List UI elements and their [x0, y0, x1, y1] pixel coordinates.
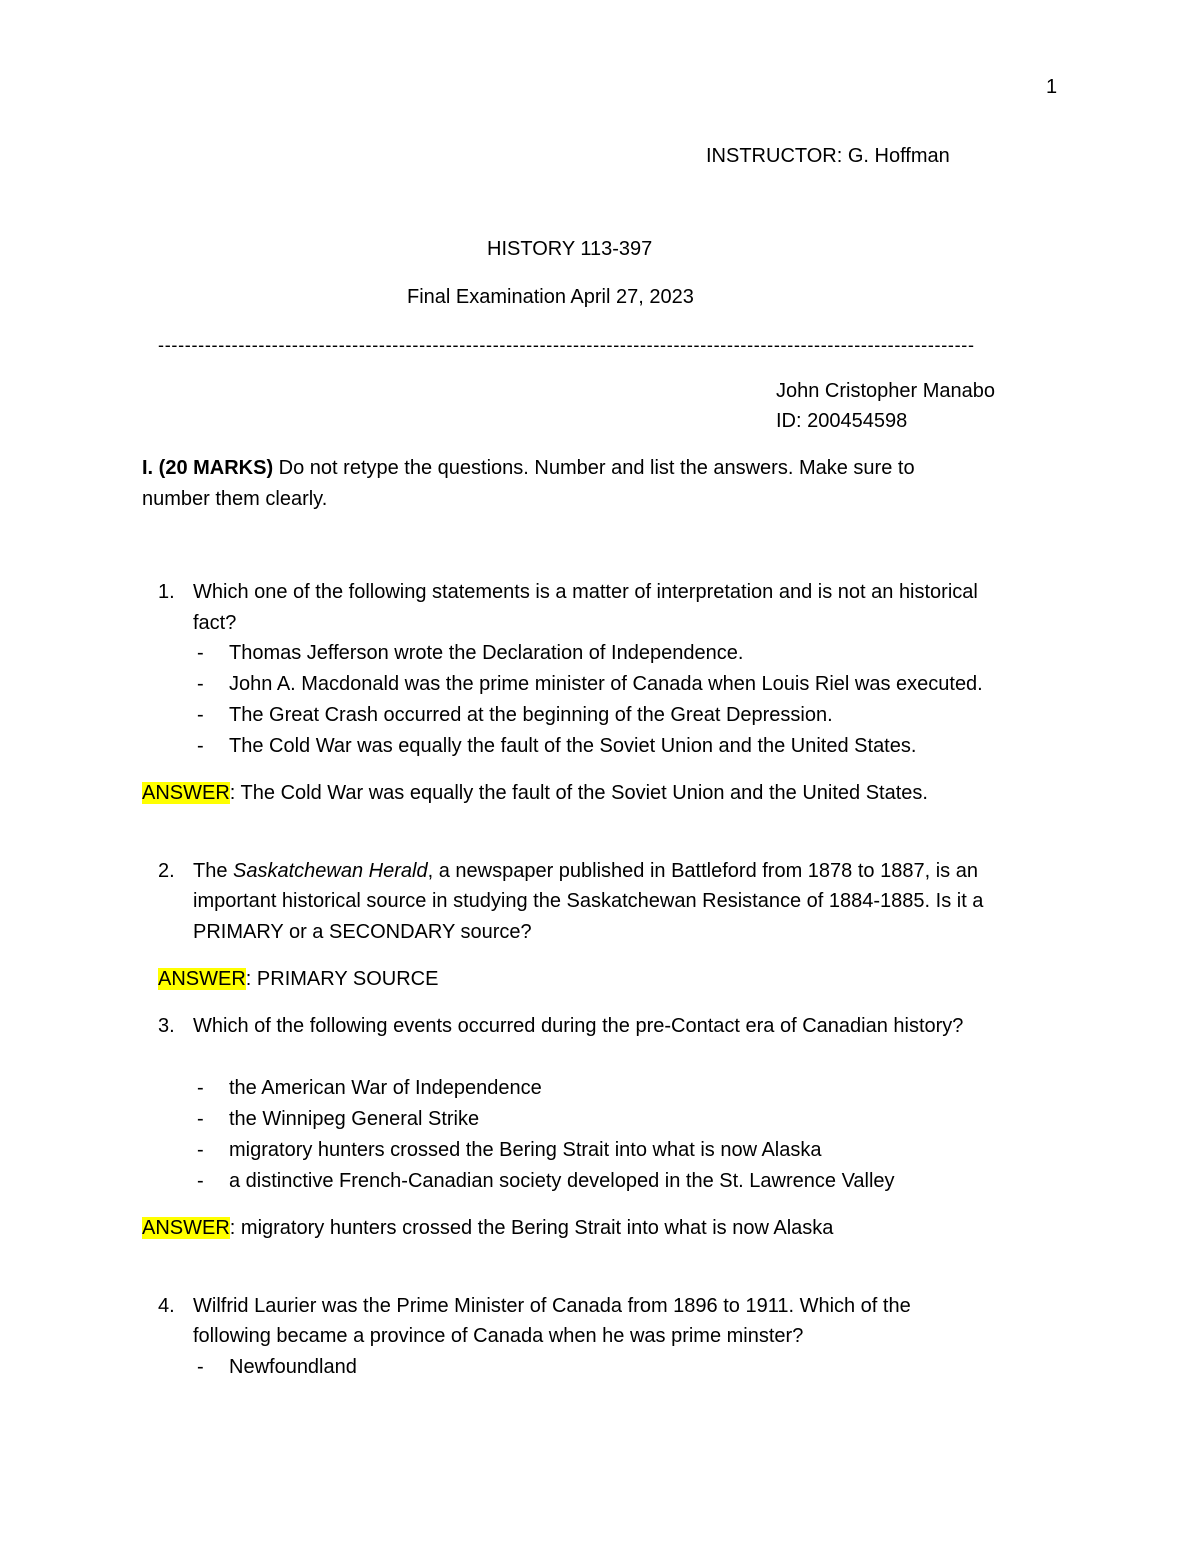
- page-number: 1: [1046, 76, 1058, 98]
- course-title: HISTORY 113-397: [487, 238, 653, 260]
- exam-title: Final Examination April 27, 2023: [407, 286, 694, 308]
- option-item: the American War of Independence: [229, 1077, 542, 1099]
- instructor-line: INSTRUCTOR: G. Hoffman: [706, 145, 950, 167]
- answer-line: [142, 1213, 833, 1244]
- bullet-dash: -: [197, 1356, 204, 1378]
- answer-label: ANSWER: [142, 782, 230, 804]
- question-text: The Saskatchewan Herald, a newspaper published in Battleford from 1878 to 1887, is an: [193, 860, 978, 882]
- question-text: fact?: [193, 612, 237, 634]
- question-text: Wilfrid Laurier was the Prime Minister of Canada from 1896 to 1911. Which of the: [193, 1295, 911, 1317]
- newspaper-title: Saskatchewan Herald: [233, 860, 428, 882]
- question-number: 3.: [158, 1015, 175, 1037]
- bullet-dash: -: [197, 1139, 204, 1161]
- section-instructions: [142, 453, 915, 484]
- answer-text: : PRIMARY SOURCE: [245, 968, 439, 990]
- divider-line: --------------------------------------------------------------------------------------------------------------------------: [158, 335, 975, 355]
- question-text: important historical source in studying the Saskatchewan Resistance of 1884-1885. Is it a: [193, 890, 984, 912]
- question-text: following became a province of Canada when he was prime minster?: [193, 1325, 804, 1347]
- question-text: Which of the following events occurred during the pre-Contact era of Canadian history?: [193, 1015, 964, 1037]
- option-item: Newfoundland: [229, 1356, 357, 1378]
- section-label: I. (20 MARKS): [142, 457, 274, 479]
- question-text: PRIMARY or a SECONDARY source?: [193, 921, 532, 943]
- question-text: Which one of the following statements is a matter of interpretation and is not an historical: [193, 581, 978, 603]
- answer-line: [142, 778, 928, 809]
- question-number: 2.: [158, 860, 175, 882]
- bullet-dash: -: [197, 1077, 204, 1099]
- bullet-dash: -: [197, 642, 204, 664]
- option-item: the Winnipeg General Strike: [229, 1108, 480, 1130]
- answer-line: [158, 964, 438, 995]
- student-id: ID: 200454598: [776, 410, 908, 432]
- answer-label: ANSWER: [142, 1217, 230, 1239]
- option-item: The Great Crash occurred at the beginning of the Great Depression.: [229, 704, 833, 726]
- bullet-dash: -: [197, 735, 204, 757]
- answer-text: : The Cold War was equally the fault of the Soviet Union and the United States.: [229, 782, 928, 804]
- option-item: The Cold War was equally the fault of the Soviet Union and the United States.: [229, 735, 917, 757]
- instructions-text: Do not retype the questions. Number and list the answers. Make sure to: [273, 457, 915, 479]
- student-name: John Cristopher Manabo: [776, 380, 996, 402]
- section-instructions-cont: number them clearly.: [142, 488, 328, 510]
- answer-text: : migratory hunters crossed the Bering Strait into what is now Alaska: [229, 1217, 834, 1239]
- bullet-dash: -: [197, 1108, 204, 1130]
- answer-label: ANSWER: [158, 968, 246, 990]
- bullet-dash: -: [197, 1170, 204, 1192]
- option-item: migratory hunters crossed the Bering Strait into what is now Alaska: [229, 1139, 822, 1161]
- option-item: John A. Macdonald was the prime minister of Canada when Louis Riel was executed.: [229, 673, 983, 695]
- bullet-dash: -: [197, 704, 204, 726]
- question-number: 1.: [158, 581, 175, 603]
- bullet-dash: -: [197, 673, 204, 695]
- question-number: 4.: [158, 1295, 175, 1317]
- option-item: Thomas Jefferson wrote the Declaration of Independence.: [229, 642, 744, 664]
- option-item: a distinctive French-Canadian society developed in the St. Lawrence Valley: [229, 1170, 895, 1192]
